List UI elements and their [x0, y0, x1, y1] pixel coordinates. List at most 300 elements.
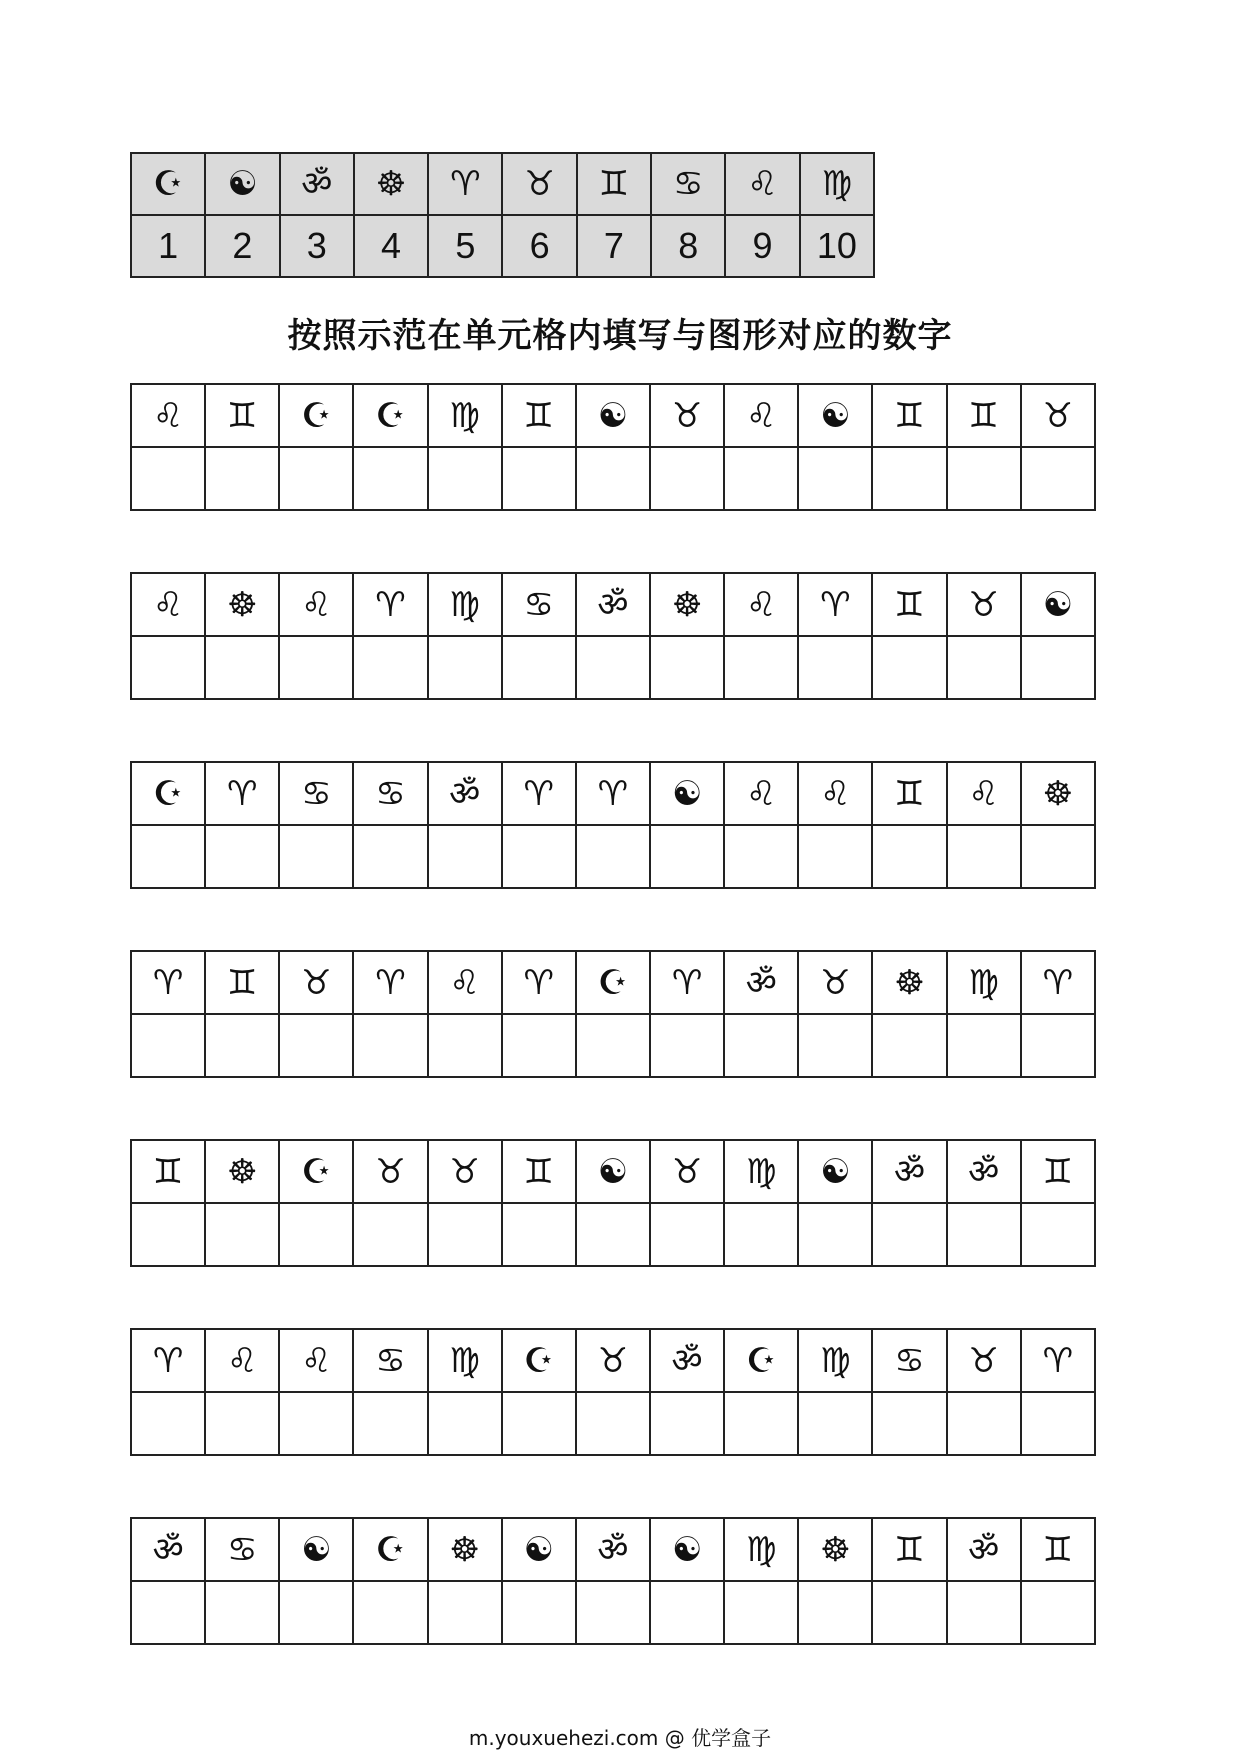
symbol-cell: [872, 762, 946, 825]
symbol-cell: [650, 384, 724, 447]
yin-yang-icon: ☯: [597, 1151, 629, 1192]
answer-cell[interactable]: [576, 1392, 650, 1455]
symbol-cell: [1021, 573, 1095, 636]
symbol-cell: [576, 762, 650, 825]
answer-cell[interactable]: [1021, 1392, 1095, 1455]
key-cell: [354, 153, 428, 215]
leo-icon: ♌: [745, 395, 777, 436]
symbol-cell: [502, 384, 576, 447]
symbol-cell: [576, 1329, 650, 1392]
virgo-icon: ♍: [449, 395, 480, 436]
star-and-crescent-icon: ☪: [301, 395, 332, 436]
exercise-answer-row: [131, 1203, 1095, 1266]
om-icon: ॐ: [301, 164, 333, 204]
answer-cell[interactable]: [502, 447, 576, 510]
gemini-icon: ♊: [1042, 1529, 1074, 1570]
symbol-cell: [798, 1518, 872, 1581]
leo-icon: ♌: [152, 395, 184, 436]
symbol-cell: [798, 762, 872, 825]
aries-icon: ♈: [375, 962, 406, 1003]
answer-cell[interactable]: [1021, 636, 1095, 699]
gemini-icon: ♊: [894, 584, 925, 625]
taurus-icon: ♉: [524, 164, 555, 204]
key-cell: [280, 153, 354, 215]
symbol-cell: [353, 384, 427, 447]
answer-cell[interactable]: [576, 636, 650, 699]
exercise-grid: [130, 1139, 1096, 1267]
taurus-icon: ♉: [375, 1151, 406, 1192]
answer-cell[interactable]: [724, 1014, 798, 1077]
exercise-grid: [130, 1328, 1096, 1456]
answer-cell[interactable]: [353, 1581, 427, 1644]
virgo-icon: ♍: [745, 1151, 777, 1192]
symbol-cell: [353, 762, 427, 825]
answer-cell[interactable]: [872, 1203, 946, 1266]
answer-cell[interactable]: [650, 1014, 724, 1077]
leo-icon: ♌: [152, 584, 184, 625]
yin-yang-icon: ☯: [671, 1529, 703, 1570]
cancer-icon: ♋: [301, 773, 332, 814]
key-cell: [131, 215, 205, 277]
key-number: 8: [678, 225, 699, 266]
answer-cell[interactable]: [131, 1581, 205, 1644]
symbol-cell: [353, 1140, 427, 1203]
key-number: 4: [381, 225, 402, 266]
yin-yang-icon: ☯: [227, 164, 258, 204]
virgo-icon: ♍: [821, 164, 853, 204]
answer-cell[interactable]: [576, 1581, 650, 1644]
answer-cell[interactable]: [798, 1392, 872, 1455]
symbol-cell: [502, 573, 576, 636]
symbol-cell: [205, 762, 279, 825]
answer-cell[interactable]: [872, 1014, 946, 1077]
symbol-cell: [798, 1140, 872, 1203]
key-cell: [800, 215, 874, 277]
answer-cell[interactable]: [1021, 1203, 1095, 1266]
symbol-cell: [576, 951, 650, 1014]
om-icon: ॐ: [968, 1151, 1000, 1192]
aries-icon: ♈: [523, 773, 555, 814]
symbol-cell: [650, 1329, 724, 1392]
key-cell: [577, 215, 651, 277]
answer-cell[interactable]: [1021, 1581, 1095, 1644]
symbol-cell: [428, 1329, 502, 1392]
key-cell: [800, 153, 874, 215]
key-number: 10: [816, 225, 857, 266]
om-icon: ॐ: [893, 1151, 925, 1192]
leo-icon: ♌: [449, 962, 480, 1003]
virgo-icon: ♍: [449, 1340, 480, 1381]
answer-cell[interactable]: [650, 1203, 724, 1266]
answer-cell[interactable]: [724, 1581, 798, 1644]
answer-cell[interactable]: [1021, 1014, 1095, 1077]
taurus-icon: ♉: [820, 962, 851, 1003]
symbol-cell: [502, 1140, 576, 1203]
symbol-cell: [872, 1140, 946, 1203]
leo-icon: ♌: [745, 584, 777, 625]
dharma-wheel-icon: ☸: [226, 584, 258, 625]
symbol-cell: [131, 573, 205, 636]
symbol-cell: [1021, 1518, 1095, 1581]
symbol-cell: [131, 384, 205, 447]
om-icon: ॐ: [449, 773, 481, 814]
answer-cell[interactable]: [131, 1392, 205, 1455]
gemini-icon: ♊: [523, 395, 555, 436]
answer-cell[interactable]: [428, 1203, 502, 1266]
answer-cell[interactable]: [205, 1203, 279, 1266]
symbol-cell: [576, 1140, 650, 1203]
cancer-icon: ♋: [523, 584, 555, 625]
symbol-cell: [131, 1329, 205, 1392]
exercise-answer-row: [131, 1392, 1095, 1455]
exercise-grid: [130, 1517, 1096, 1645]
answer-cell[interactable]: [1021, 825, 1095, 888]
answer-cell[interactable]: [947, 1014, 1021, 1077]
dharma-wheel-icon: ☸: [449, 1529, 480, 1570]
aries-icon: ♈: [820, 584, 851, 625]
cancer-icon: ♋: [226, 1529, 258, 1570]
star-and-crescent-icon: ☪: [375, 395, 406, 436]
gemini-icon: ♊: [894, 395, 925, 436]
leo-icon: ♌: [745, 773, 777, 814]
taurus-icon: ♉: [671, 395, 703, 436]
symbol-cell: [353, 1329, 427, 1392]
answer-cell[interactable]: [650, 1392, 724, 1455]
key-number: 6: [529, 225, 550, 266]
symbol-cell: [798, 1329, 872, 1392]
answer-cell[interactable]: [279, 1581, 353, 1644]
exercise-grid: [130, 383, 1096, 511]
answer-cell[interactable]: [650, 1581, 724, 1644]
exercise-symbol-row: [131, 1329, 1095, 1392]
cancer-icon: ♋: [894, 1340, 925, 1381]
symbol-cell: [576, 573, 650, 636]
answer-cell[interactable]: [502, 636, 576, 699]
answer-cell[interactable]: [798, 1203, 872, 1266]
symbol-cell: [353, 1518, 427, 1581]
symbol-cell: [205, 573, 279, 636]
answer-cell[interactable]: [428, 1014, 502, 1077]
star-and-crescent-icon: ☪: [375, 1529, 406, 1570]
answer-cell[interactable]: [724, 1203, 798, 1266]
taurus-icon: ♉: [301, 962, 332, 1003]
symbol-cell: [872, 384, 946, 447]
taurus-icon: ♉: [1042, 395, 1074, 436]
dharma-wheel-icon: ☸: [820, 1529, 851, 1570]
taurus-icon: ♉: [597, 1340, 629, 1381]
key-cell: [131, 153, 205, 215]
symbol-cell: [1021, 951, 1095, 1014]
answer-cell[interactable]: [428, 447, 502, 510]
answer-cell[interactable]: [724, 1392, 798, 1455]
symbol-cell: [947, 1518, 1021, 1581]
symbol-cell: [947, 951, 1021, 1014]
symbol-cell: [798, 951, 872, 1014]
answer-cell[interactable]: [279, 1014, 353, 1077]
answer-cell[interactable]: [798, 825, 872, 888]
star-and-crescent-icon: ☪: [597, 962, 629, 1003]
answer-cell[interactable]: [353, 825, 427, 888]
star-and-crescent-icon: ☪: [523, 1340, 555, 1381]
symbol-cell: [428, 762, 502, 825]
answer-cell[interactable]: [1021, 447, 1095, 510]
aries-icon: ♈: [523, 962, 555, 1003]
exercise-grid: [130, 950, 1096, 1078]
answer-cell[interactable]: [872, 825, 946, 888]
answer-cell[interactable]: [872, 1392, 946, 1455]
answer-cell[interactable]: [131, 1203, 205, 1266]
answer-cell[interactable]: [872, 1581, 946, 1644]
exercise-grid: [130, 761, 1096, 889]
symbol-cell: [576, 1518, 650, 1581]
answer-cell[interactable]: [131, 825, 205, 888]
aries-icon: ♈: [450, 164, 481, 204]
taurus-icon: ♉: [671, 1151, 703, 1192]
symbol-cell: [205, 384, 279, 447]
answer-cell[interactable]: [353, 636, 427, 699]
answer-cell[interactable]: [279, 636, 353, 699]
symbol-cell: [279, 762, 353, 825]
answer-cell[interactable]: [947, 636, 1021, 699]
symbol-cell: [428, 951, 502, 1014]
symbol-cell: [650, 1518, 724, 1581]
exercise-symbol-row: [131, 384, 1095, 447]
dharma-wheel-icon: ☸: [375, 164, 407, 204]
gemini-icon: ♊: [1042, 1151, 1074, 1192]
om-icon: ॐ: [671, 1340, 703, 1381]
answer-cell[interactable]: [279, 1203, 353, 1266]
answer-cell[interactable]: [428, 636, 502, 699]
key-cell: [280, 215, 354, 277]
virgo-icon: ♍: [968, 962, 999, 1003]
key-cell: [725, 215, 799, 277]
taurus-icon: ♉: [449, 1151, 480, 1192]
answer-cell[interactable]: [650, 636, 724, 699]
answer-cell[interactable]: [205, 825, 279, 888]
gemini-icon: ♊: [894, 1529, 925, 1570]
symbol-cell: [947, 1329, 1021, 1392]
exercise-answer-row: [131, 447, 1095, 510]
leo-icon: ♌: [301, 584, 332, 625]
answer-cell[interactable]: [131, 1014, 205, 1077]
symbol-cell: [428, 384, 502, 447]
instruction-title: 按照示范在单元格内填写与图形对应的数字: [287, 316, 953, 356]
symbol-cell: [1021, 384, 1095, 447]
answer-cell[interactable]: [353, 447, 427, 510]
symbol-cell: [650, 1140, 724, 1203]
symbol-cell: [131, 951, 205, 1014]
aries-icon: ♈: [597, 773, 629, 814]
symbol-cell: [428, 1140, 502, 1203]
exercise-symbol-row: [131, 573, 1095, 636]
dharma-wheel-icon: ☸: [894, 962, 925, 1003]
answer-cell[interactable]: [428, 1581, 502, 1644]
star-and-crescent-icon: ☪: [301, 1151, 332, 1192]
symbol-cell: [1021, 1140, 1095, 1203]
dharma-wheel-icon: ☸: [226, 1151, 258, 1192]
symbol-cell: [353, 573, 427, 636]
symbol-cell: [205, 951, 279, 1014]
symbol-cell: [650, 951, 724, 1014]
gemini-icon: ♊: [226, 395, 258, 436]
leo-icon: ♌: [226, 1340, 258, 1381]
om-icon: ॐ: [152, 1529, 184, 1570]
answer-cell[interactable]: [205, 1014, 279, 1077]
symbol-cell: [502, 1518, 576, 1581]
answer-cell[interactable]: [947, 447, 1021, 510]
answer-cell[interactable]: [947, 1392, 1021, 1455]
virgo-icon: ♍: [745, 1529, 777, 1570]
key-symbol-row: [131, 153, 874, 215]
symbol-cell: [279, 1140, 353, 1203]
symbol-cell: [947, 384, 1021, 447]
cancer-icon: ♋: [375, 773, 406, 814]
answer-cell[interactable]: [205, 1392, 279, 1455]
key-number: 1: [158, 225, 179, 266]
exercise-answer-row: [131, 825, 1095, 888]
answer-cell[interactable]: [502, 1203, 576, 1266]
star-and-crescent-icon: ☪: [152, 773, 184, 814]
symbol-cell: [279, 951, 353, 1014]
answer-cell[interactable]: [502, 1581, 576, 1644]
om-icon: ॐ: [968, 1529, 1000, 1570]
exercise-grid: [130, 572, 1096, 700]
leo-icon: ♌: [968, 773, 999, 814]
answer-cell[interactable]: [502, 825, 576, 888]
exercise-symbol-row: [131, 951, 1095, 1014]
answer-cell[interactable]: [872, 636, 946, 699]
key-cell: [428, 153, 502, 215]
key-number: 5: [455, 225, 476, 266]
symbol-cell: [947, 573, 1021, 636]
symbol-cell: [1021, 762, 1095, 825]
exercise-answer-row: [131, 1581, 1095, 1644]
answer-cell[interactable]: [131, 447, 205, 510]
symbol-cell: [724, 1140, 798, 1203]
answer-cell[interactable]: [798, 447, 872, 510]
answer-cell[interactable]: [724, 825, 798, 888]
yin-yang-icon: ☯: [301, 1529, 332, 1570]
key-number: 9: [752, 225, 773, 266]
answer-cell[interactable]: [502, 1014, 576, 1077]
answer-cell[interactable]: [279, 825, 353, 888]
exercise-answer-row: [131, 1014, 1095, 1077]
footer-watermark: m.youxuehezi.com @ 优学盒子: [468, 1726, 772, 1750]
symbol-cell: [724, 384, 798, 447]
symbol-cell: [724, 573, 798, 636]
answer-cell[interactable]: [353, 1203, 427, 1266]
symbol-cell: [131, 1140, 205, 1203]
answer-cell[interactable]: [576, 1203, 650, 1266]
key-cell: [428, 215, 502, 277]
key-cell: [205, 215, 279, 277]
leo-icon: ♌: [820, 773, 851, 814]
symbol-cell: [279, 1518, 353, 1581]
cancer-icon: ♋: [672, 164, 704, 204]
exercise-answer-row: [131, 636, 1095, 699]
answer-cell[interactable]: [279, 447, 353, 510]
answer-cell[interactable]: [798, 636, 872, 699]
key-number: 7: [603, 225, 624, 266]
symbol-cell: [872, 1518, 946, 1581]
answer-cell[interactable]: [205, 447, 279, 510]
key-cell: [651, 153, 725, 215]
answer-cell[interactable]: [576, 1014, 650, 1077]
key-cell: [651, 215, 725, 277]
symbol-cell: [724, 951, 798, 1014]
om-icon: ॐ: [597, 584, 629, 625]
answer-cell[interactable]: [724, 447, 798, 510]
taurus-icon: ♉: [968, 584, 999, 625]
symbol-cell: [1021, 1329, 1095, 1392]
aries-icon: ♈: [671, 962, 703, 1003]
answer-cell[interactable]: [353, 1392, 427, 1455]
leo-icon: ♌: [301, 1340, 332, 1381]
om-icon: ॐ: [745, 962, 777, 1003]
answer-cell[interactable]: [131, 636, 205, 699]
key-cell: [502, 215, 576, 277]
answer-cell[interactable]: [428, 1392, 502, 1455]
answer-cell[interactable]: [650, 825, 724, 888]
answer-cell[interactable]: [502, 1392, 576, 1455]
yin-yang-icon: ☯: [671, 773, 703, 814]
answer-cell[interactable]: [947, 825, 1021, 888]
key-cell: [502, 153, 576, 215]
gemini-icon: ♊: [598, 164, 630, 204]
symbol-cell: [724, 1518, 798, 1581]
symbol-cell: [947, 1140, 1021, 1203]
answer-cell[interactable]: [798, 1581, 872, 1644]
key-number: 3: [306, 225, 327, 266]
answer-cell[interactable]: [724, 636, 798, 699]
virgo-icon: ♍: [449, 584, 480, 625]
symbol-cell: [650, 573, 724, 636]
answer-cell[interactable]: [576, 447, 650, 510]
answer-cell[interactable]: [353, 1014, 427, 1077]
answer-cell[interactable]: [947, 1581, 1021, 1644]
answer-cell[interactable]: [872, 447, 946, 510]
exercise-symbol-row: [131, 1140, 1095, 1203]
key-table: [130, 152, 875, 278]
answer-cell[interactable]: [576, 825, 650, 888]
answer-cell[interactable]: [947, 1203, 1021, 1266]
symbol-cell: [131, 762, 205, 825]
aries-icon: ♈: [1042, 1340, 1074, 1381]
symbol-cell: [502, 762, 576, 825]
key-cell: [205, 153, 279, 215]
answer-cell[interactable]: [798, 1014, 872, 1077]
symbol-cell: [502, 1329, 576, 1392]
symbol-cell: [279, 573, 353, 636]
dharma-wheel-icon: ☸: [671, 584, 703, 625]
om-icon: ॐ: [597, 1529, 629, 1570]
answer-cell[interactable]: [205, 1581, 279, 1644]
symbol-cell: [428, 573, 502, 636]
answer-cell[interactable]: [279, 1392, 353, 1455]
symbol-cell: [947, 762, 1021, 825]
star-and-crescent-icon: ☪: [152, 164, 184, 204]
gemini-icon: ♊: [523, 1151, 555, 1192]
symbol-cell: [798, 384, 872, 447]
virgo-icon: ♍: [820, 1340, 851, 1381]
answer-cell[interactable]: [650, 447, 724, 510]
gemini-icon: ♊: [226, 962, 258, 1003]
answer-cell[interactable]: [205, 636, 279, 699]
symbol-cell: [872, 951, 946, 1014]
symbol-cell: [798, 573, 872, 636]
yin-yang-icon: ☯: [597, 395, 629, 436]
answer-cell[interactable]: [428, 825, 502, 888]
